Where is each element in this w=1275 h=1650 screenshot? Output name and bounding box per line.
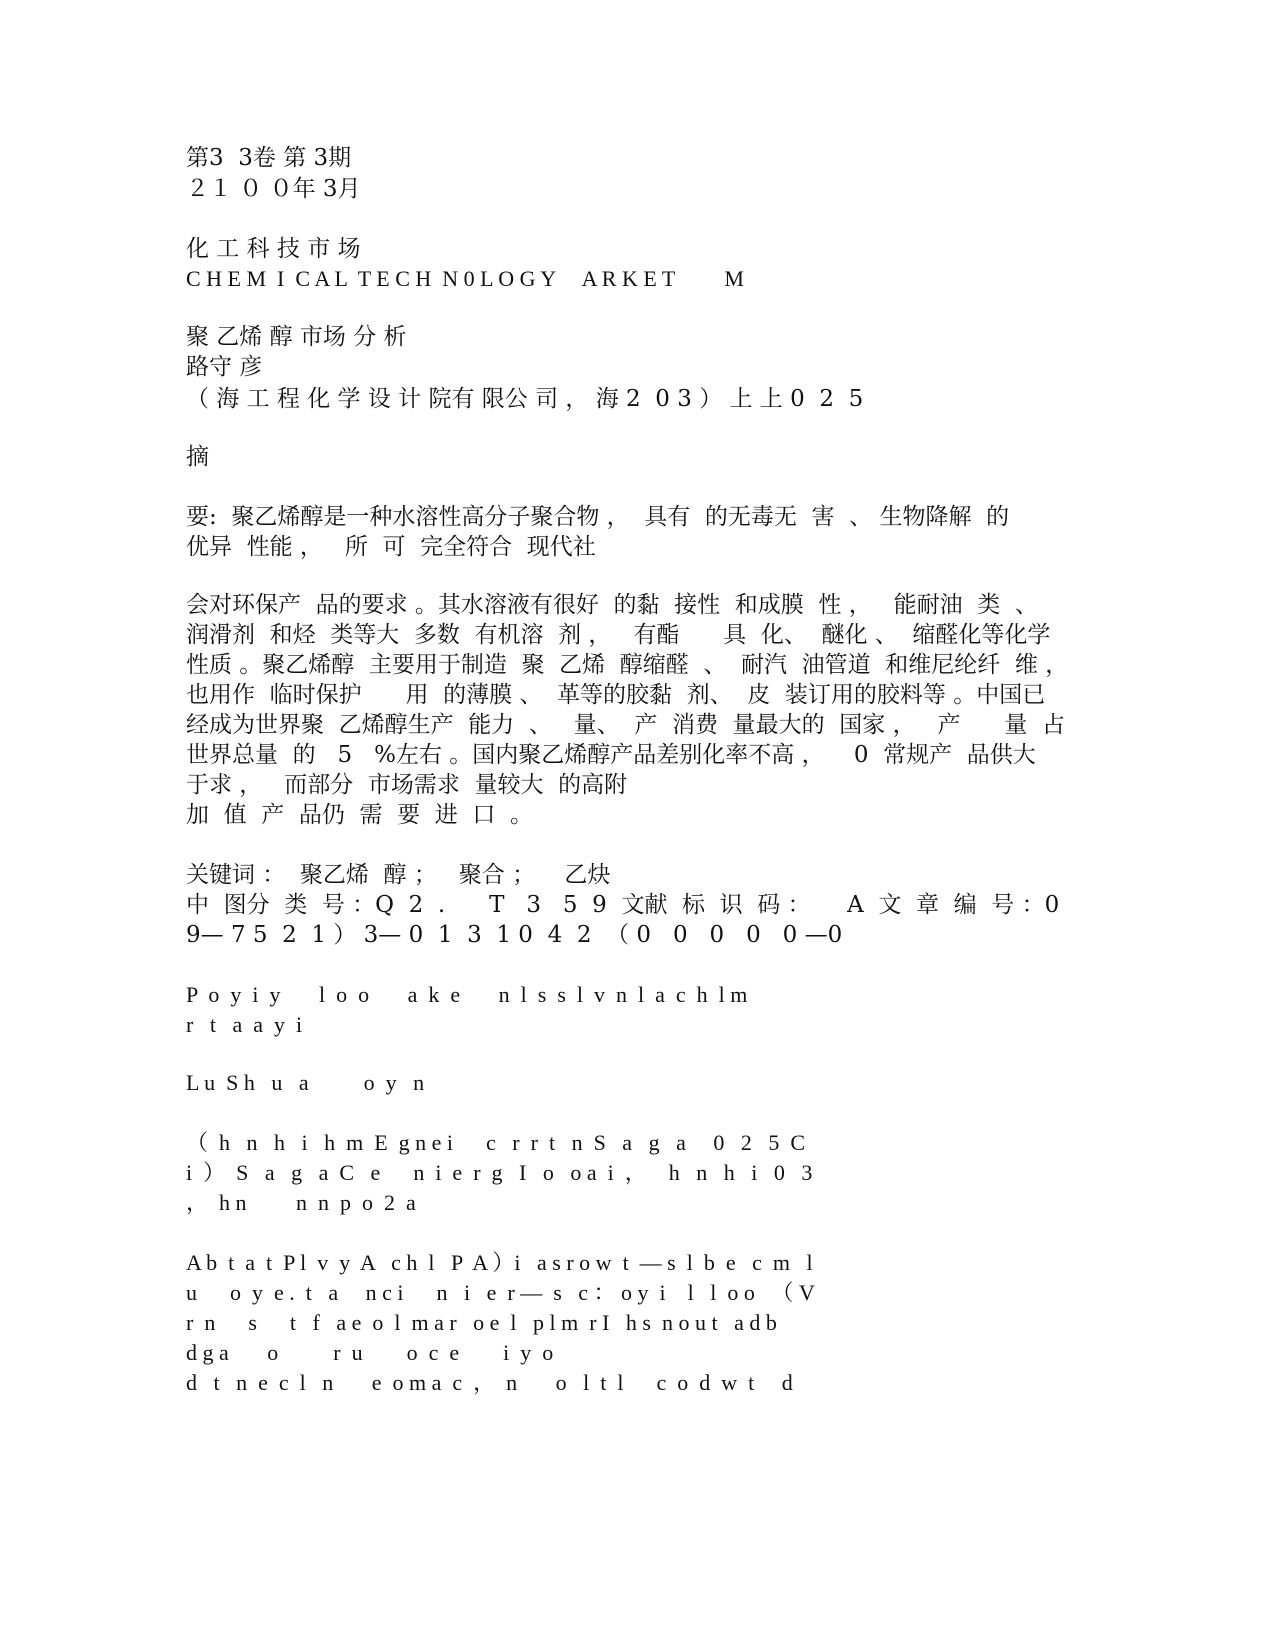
english-author: L u S h u a o y n xyxy=(186,1070,425,1095)
keywords: 关键词 ： 聚乙烯 醇 ； 聚合 ； 乙炔 xyxy=(186,862,611,888)
english-abstract-line: u o y e . t a n c i n i e r — s c ： o y i l l o o （ V xyxy=(186,1280,815,1305)
english-affiliation-line: （ h n h i h m E g n e i c r r t n S a g a 0 2 5 C xyxy=(186,1130,806,1155)
abstract-line: 润滑剂 和烃 类等大 多数 有机溶 剂 ， 有酯 具 化、 醚化 、 缩醛化等化学 xyxy=(186,622,1051,648)
abstract-line: 于求 ， 而部分 市场需求 量较大 的高附 xyxy=(186,772,628,798)
journal-name-en: C H E M I C A L T E C H N 0 L O G Y A R K E T M xyxy=(186,266,744,291)
abstract-line: 世界总量 的 5 %左右 。国内聚乙烯醇产品差别化率不高 ， 0 常规产 品供大 xyxy=(186,742,1036,768)
english-abstract-line: r n s t f a e o l m a r o e l p l m r I h s n o u t a d b xyxy=(186,1310,777,1335)
abstract-heading: 摘 xyxy=(186,444,209,470)
article-author: 路守 彦 xyxy=(186,354,263,380)
abstract-line: 加 值 产 品仍 需 要 进 口 。 xyxy=(186,802,533,828)
abstract-line: 性质 。聚乙烯醇 主要用于制造 聚 乙烯 醇缩醛 、 耐汽 油管道 和维尼纶纤 维 ， xyxy=(186,652,1069,678)
abstract-line: 经成为世界聚 乙烯醇生产 能力 、 量、 产 消费 量最大的 国家 ， 产 量 占 xyxy=(186,712,1066,738)
abstract-line: 优异 性能 ， 所 可 完全符合 现代社 xyxy=(186,534,596,560)
author-affiliation: （ 海 工 程 化 学 设 计 院有 限公 司 ， 海 2 0 3 ） 上 上 0 2 5 xyxy=(186,386,864,412)
classification-line: 中 图分 类 号 ：Q 2 . T 3 5 9 文献 标 识 码 ： A 文 章 编 号 ：0 xyxy=(186,892,1060,918)
english-abstract-line: d g a o r u o c e i y o xyxy=(186,1340,554,1365)
english-affiliation-line: ， h n n n p o 2 a xyxy=(186,1190,416,1215)
english-abstract-line: A b t a t P l v y A c h l P A ）i a s r o w t — s l b e c m l xyxy=(186,1250,813,1275)
english-abstract-line: d t n e c l n e o m a c ， n o l t l c o d w t d xyxy=(186,1370,793,1395)
classification-line: 9— 7 5 2 1 ） 3— 0 1 3 1 0 4 2 （ 0 0 0 0 0 —0 xyxy=(186,922,843,948)
english-affiliation-line: i ） S a g a C e n i e r g I o o a i ， h n h i 0 3 xyxy=(186,1160,813,1185)
abstract-line: 也用作 临时保护 用 的薄膜 、 革等的胶黏 剂、 皮 装订用的胶料等 。中国已 xyxy=(186,682,1046,708)
journal-name-cn: 化 工 科 技 市 场 xyxy=(186,236,361,262)
abstract-line: 会对环保产 品的要求 。其水溶液有很好 的黏 接性 和成膜 性 ， 能耐油 类 、 xyxy=(186,592,1038,618)
english-title-line: P o y i y l o o a k e n l s s l v n l a c h l m xyxy=(186,982,748,1007)
article-title: 聚 乙烯 醇 市场 分 析 xyxy=(186,324,407,350)
publication-date: ２１ ０ ０年 3月 xyxy=(186,176,361,202)
english-title-line: r t a a y i xyxy=(186,1012,303,1037)
abstract-line: 要: 聚乙烯醇是一种水溶性高分子聚合物 ， 具有 的无毒无 害 、 生物降解 的 xyxy=(186,504,1010,530)
volume-issue: 第3 3卷 第 3期 xyxy=(186,145,352,171)
